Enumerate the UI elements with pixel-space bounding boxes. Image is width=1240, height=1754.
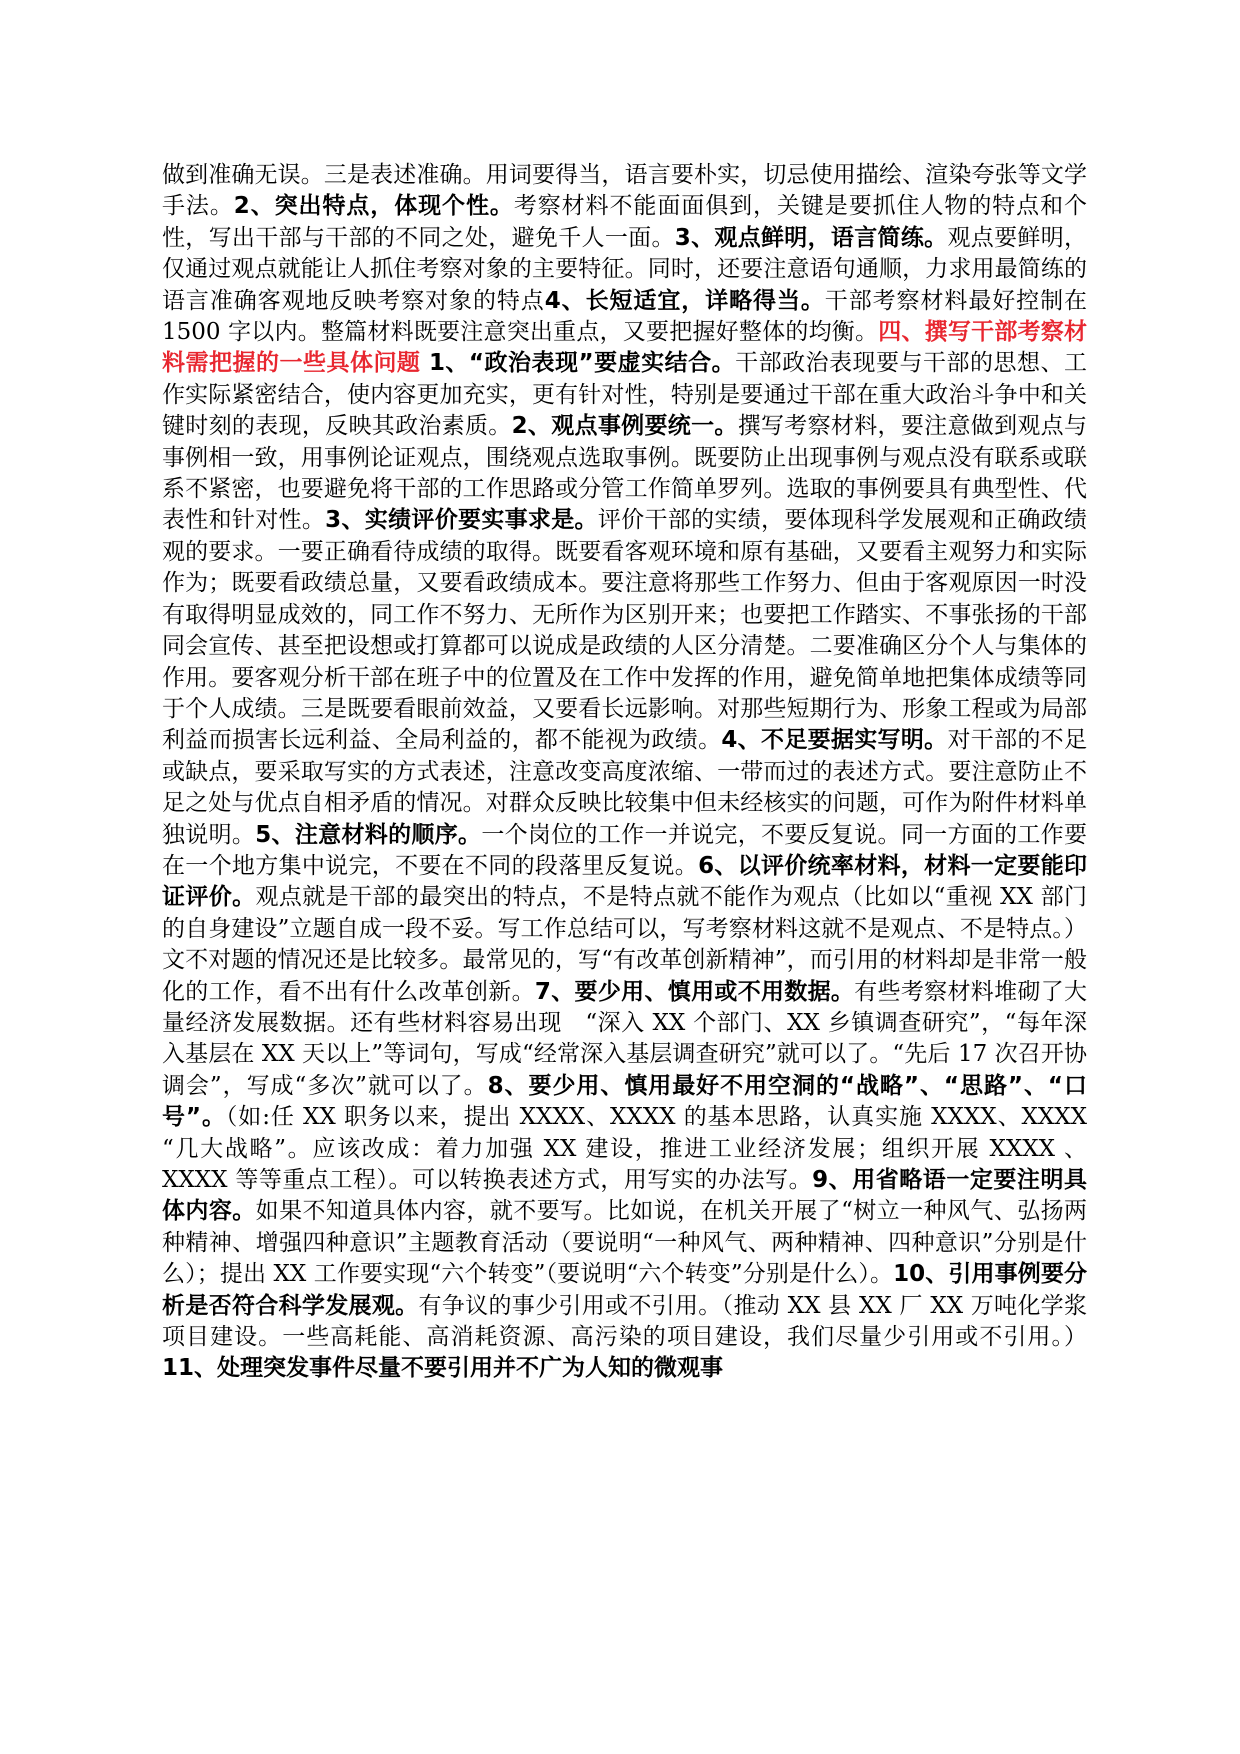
text-run: 有争议的事少引用或不引用。（推动 XX 县 XX 厂 XX 万吨化学浆项目建设。一些高耗能、高消耗资源、高污染的项目建设，我们尽量少引用或不引用。）: [162, 1292, 1087, 1351]
bold-subheading: 4、不足要据实写明。: [721, 727, 948, 754]
text-run: 对干部的不足或缺点，要采取写实的方式表述，注意改变高度浓缩、一带而过的表述方式。要注意防止不足之处与优点自相矛盾的情况。对群众反映比较集中但未经核实的问题，可作为附件材料单独说明。: [162, 727, 1087, 848]
text-run: 有些考察材料堆砌了大量经济发展数据。还有些材料容易出现 “深入 XX 个部门、XX 乡镇调查研究”，“每年深入基层在 XX 天以上”等词句，写成“经常深入基层调查研究”就可以了。“先后 17 次召开协调会”，写成“多次”就可以了。: [162, 978, 1088, 1099]
bold-subheading: 10、引用事例要分析是否符合科学发展观。: [162, 1261, 1087, 1319]
bold-subheading: 6、以评价统率材料，材料一定要能印证评价。: [162, 852, 1087, 911]
text-run: 做到准确无误。三是表述准确。用词要得当，语言要朴实，切忌使用描绘、渲染夸张等文学手法。: [162, 162, 1087, 220]
bold-subheading: 5、注意材料的顺序。: [255, 821, 482, 848]
section-heading: 四、撰写干部考察材料需把握的一些具体问题: [162, 319, 1087, 377]
bold-subheading: 4、长短适宜，详略得当。: [544, 287, 825, 314]
paragraph: [162, 160, 1087, 1385]
text-run: 评价干部的实绩，要体现科学发展观和正确政绩观的要求。一要正确看待成绩的取得。既要看客观环境和原有基础，又要看主观努力和实际作为；既要看政绩总量，又要看政绩成本。要注意将那些工作努力、但由于客观原因一时没有取得明显成效的，同工作不努力、无所作为区别开来；也要把工作踏实、不事张扬的干部同会宣传、甚至把设想或打算都可以说成是政绩的人区分清楚。二要准确区分个人与集体的作用。要客观分析干部在班子中的位置及在工作中发挥的作用，避免简单地把集体成绩等同于个人成绩。三是既要看眼前效益，又要看长远影响。对那些短期行为、形象工程或为局部利益而损害长远利益、全局利益的，都不能视为政绩。: [162, 507, 1088, 754]
text-run: 撰写考察材料，要注意做到观点与事例相一致，用事例论证观点，围绕观点选取事例。既要防止出现事例与观点没有联系或联系不紧密，也要避免将干部的工作思路或分管工作简单罗列。选取的事例要具有典型性、代表性和针对性。: [162, 413, 1087, 534]
text-run: 考察材料不能面面俱到，关键是要抓住人物的特点和个性，写出干部与干部的不同之处，避免千人一面。: [162, 193, 1088, 251]
bold-subheading: 3、观点鲜明，语言简练。: [674, 224, 948, 251]
text-run: 如果不知道具体内容，就不要写。比如说，在机关开展了“树立一种风气、弘扬两种精神、增强四种意识”主题教育活动（要说明“一种风气、两种精神、四种意识”分别是什么）；提出 XX 工作要实现“六个转变”（要说明“六个转变”分别是什么）。: [162, 1198, 1087, 1288]
text-run: 干部政治表现要与干部的思想、工作实际紧密结合，使内容更加充实，更有针对性，特别是要通过干部在重大政治斗争中和关键时刻的表现，反映其政治素质。: [162, 350, 1088, 440]
text-run: 一个岗位的工作一并说完，不要反复说。同一方面的工作要在一个地方集中说完，不要在不同的段落里反复说。: [162, 821, 1087, 879]
bold-subheading: 2、观点事例要统一。: [511, 413, 738, 440]
bold-subheading: 8、要少用、慎用最好不用空洞的“战略”、“思路”、“口号”。: [162, 1072, 1087, 1131]
bold-subheading: 1、“政治表现”要虚实结合。: [420, 350, 736, 377]
bold-subheading: 7、要少用、慎用或不用数据。: [534, 978, 855, 1005]
bold-subheading: 3、实绩评价要实事求是。: [325, 507, 598, 534]
text-run: （如:任 XX 职务以来，提出 XXXX、XXXX 的基本思路，认真实施 XXXX、XXXX “几大战略”。应该改成：着力加强 XX 建设，推进工业经济发展；组织开展 XXXX 、XXXX 等等重点工程）。可以转换表述方式，用写实的办法写。: [162, 1104, 1087, 1193]
document-body: [162, 160, 1087, 1385]
text-run: 观点要鲜明，仅通过观点就能让人抓住考察对象的主要特征。同时，还要注意语句通顺，力求用最简练的语言准确客观地反映考察对象的特点: [162, 224, 1088, 314]
bold-subheading: 11、处理突发事件尽量不要引用并不广为人知的微观事: [162, 1355, 724, 1382]
bold-subheading: 9、用省略语一定要注明具体内容。: [162, 1167, 1087, 1225]
bold-subheading: 2、突出特点，体现个性。: [233, 193, 514, 220]
text-run: 观点就是干部的最突出的特点，不是特点就不能作为观点（比如以“重视 XX 部门的自身建设”立题自成一段不妥。写工作总结可以，写考察材料这就不是观点、不是特点。）文不对题的情况还是比较多。最常见的，写“有改革创新精神”，而引用的材料却是非常一般化的工作，看不出有什么改革创新。: [162, 884, 1087, 1005]
text-run: 干部考察材料最好控制在 1500 字以内。整篇材料既要注意突出重点，又要把握好整体的均衡。: [162, 287, 1088, 346]
